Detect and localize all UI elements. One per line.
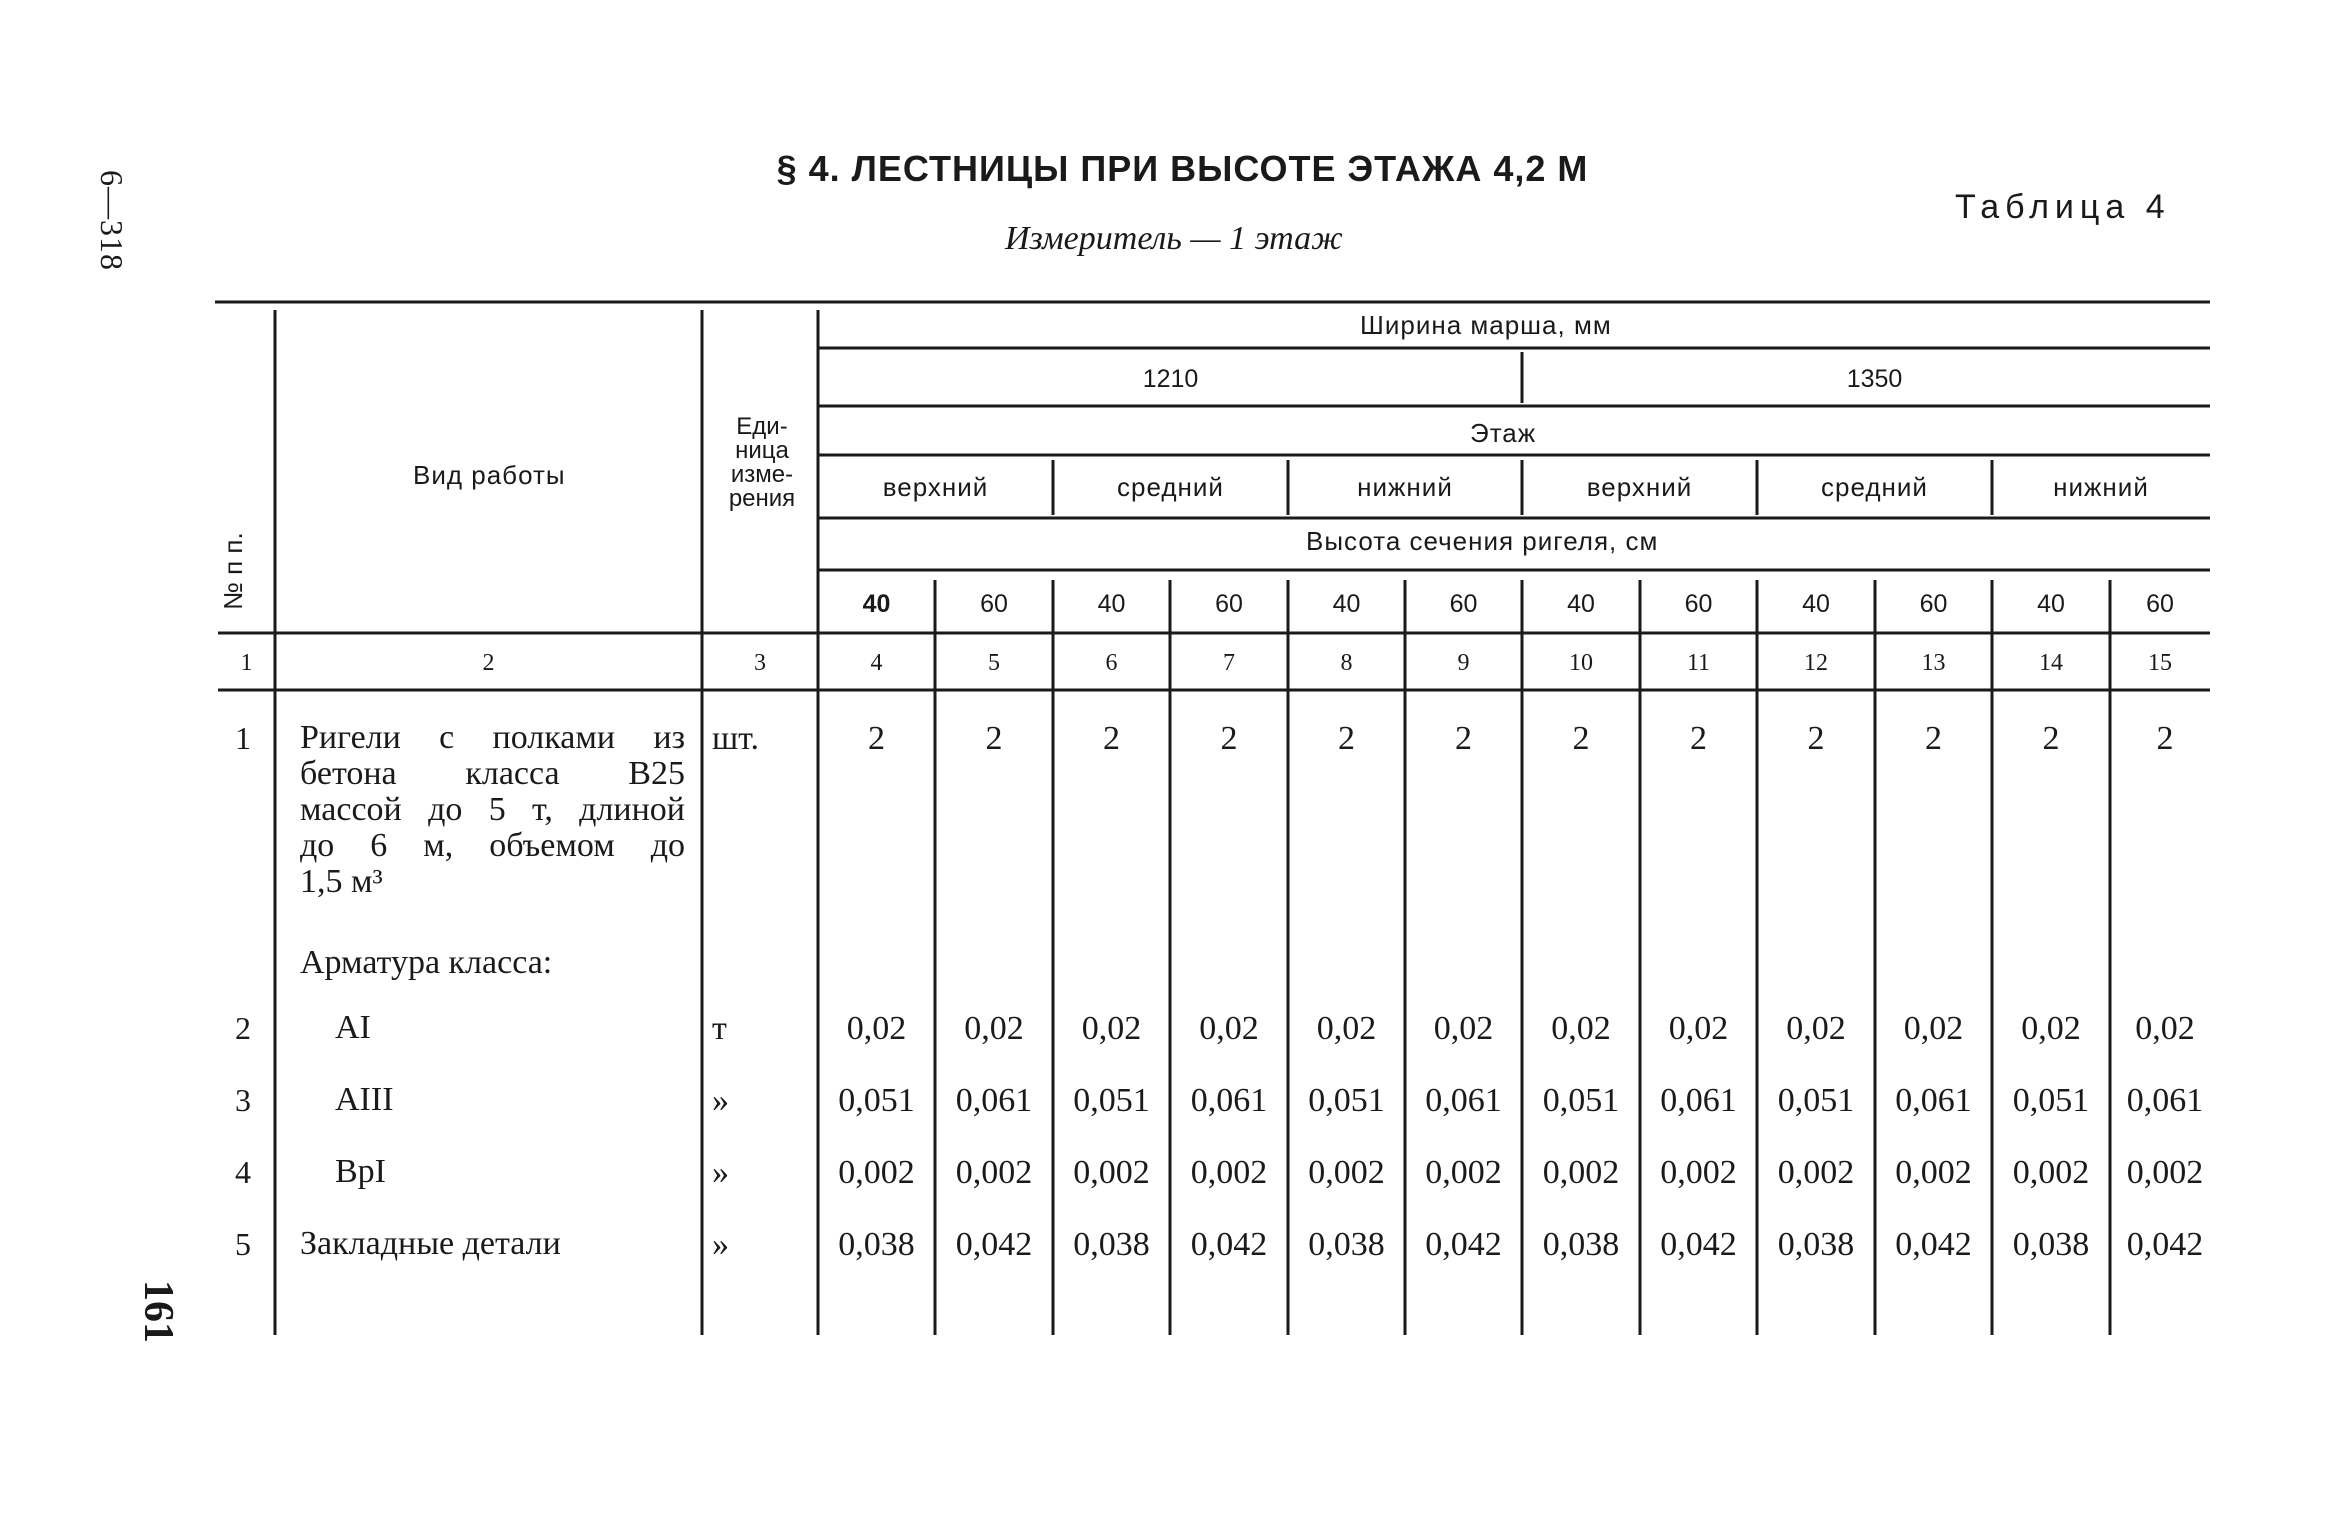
table-cell: 0,051	[1073, 1082, 1150, 1119]
table-cell: 0,051	[2012, 1082, 2090, 1119]
table-cell: 0,061	[1190, 1082, 1268, 1119]
work-description-line: Ригели с полками из	[300, 719, 685, 756]
row-unit: »	[712, 1082, 729, 1119]
table-cell: 0,002	[1777, 1154, 1855, 1191]
table-cell: 0,002	[955, 1154, 1033, 1191]
header-npp: № п п.	[218, 532, 248, 610]
table-cell: 0,061	[1425, 1082, 1502, 1119]
row-unit: »	[712, 1226, 729, 1263]
work-description	[300, 1226, 685, 1262]
table-cell: 0,002	[2012, 1154, 2090, 1191]
table-cell: 0,002	[1660, 1154, 1737, 1191]
table-cell: 2	[1925, 720, 1942, 757]
column-number: 11	[1686, 650, 1711, 676]
table-cell: 2	[1807, 720, 1825, 757]
column-number: 5	[988, 650, 1000, 676]
table-cell: 0,061	[2126, 1082, 2204, 1119]
header-beam-height: Высота сечения ригеля, см	[1306, 526, 1659, 556]
header-floor-middle-1: средний	[1117, 472, 1224, 502]
table-cell: 0,061	[1660, 1082, 1737, 1119]
table-cell: 2	[868, 720, 885, 757]
table-cell: 0,038	[1073, 1226, 1150, 1263]
column-number: 8	[1340, 650, 1353, 676]
work-description-line: бетона класса В25	[300, 755, 685, 792]
section-title: § 4. ЛЕСТНИЦЫ ПРИ ВЫСОТЕ ЭТАЖА 4,2 М	[776, 148, 1589, 189]
header-height: 40	[2037, 590, 2065, 618]
header-height: 60	[2146, 590, 2174, 618]
table-cell: 0,002	[1308, 1154, 1385, 1191]
work-description	[300, 945, 685, 981]
table-cell: 2	[1572, 720, 1590, 757]
row-unit: »	[712, 1154, 729, 1191]
table-cell: 0,061	[955, 1082, 1033, 1119]
table-cell: 0,042	[2126, 1226, 2204, 1263]
header-floor-lower-1: нижний	[1357, 472, 1453, 502]
table-cell: 0,042	[1425, 1226, 1502, 1263]
table-cell: 0,02	[1903, 1010, 1964, 1047]
table-cell: 0,051	[838, 1082, 915, 1119]
table-cell: 0,051	[1308, 1082, 1385, 1119]
table-cell: 0,038	[2012, 1226, 2090, 1263]
header-height: 40	[1802, 590, 1830, 618]
table-cell: 0,002	[1190, 1154, 1268, 1191]
row-number: 4	[235, 1154, 251, 1190]
side-document-code: 6—318	[94, 170, 130, 271]
work-description	[300, 720, 685, 900]
column-number: 3	[754, 650, 766, 676]
header-height: 60	[1684, 590, 1713, 618]
column-number: 4	[870, 650, 883, 676]
table-cell: 0,038	[1777, 1226, 1855, 1263]
header-height: 40	[1097, 590, 1126, 618]
table-cell: 0,02	[1433, 1010, 1494, 1047]
table-cell: 0,002	[2126, 1154, 2204, 1191]
row-unit: шт.	[712, 720, 759, 757]
table-cell: 0,002	[1425, 1154, 1502, 1191]
table-cell: 2	[2042, 720, 2060, 757]
table-cell: 2	[985, 720, 1003, 757]
table-cell: 0,02	[1316, 1010, 1377, 1047]
table-cell: 0,061	[1895, 1082, 1972, 1119]
table-cell: 0,002	[1542, 1154, 1620, 1191]
work-description-line: Закладные детали	[300, 1225, 561, 1262]
work-description-line: до 6 м, объемом до	[300, 827, 685, 864]
table-cell: 0,042	[1660, 1226, 1737, 1263]
table-cell: 0,02	[2021, 1010, 2081, 1047]
table-cell: 0,051	[1542, 1082, 1620, 1119]
column-number: 6	[1105, 650, 1118, 676]
column-number: 12	[1804, 650, 1828, 676]
row-number: 3	[235, 1082, 251, 1118]
header-march-width: Ширина марша, мм	[1360, 310, 1612, 340]
header-work-type: Вид работы	[413, 460, 566, 490]
header-height: 60	[1449, 590, 1478, 618]
table-cell: 0,002	[838, 1154, 915, 1191]
header-height: 40	[862, 590, 891, 618]
table-cell: 2	[1103, 720, 1120, 757]
header-width-1210: 1210	[1142, 365, 1199, 393]
column-number: 15	[2148, 650, 2172, 676]
header-height: 60	[1919, 590, 1948, 618]
row-number: 5	[235, 1226, 251, 1262]
table-cell: 0,002	[1895, 1154, 1972, 1191]
table-cell: 0,02	[1199, 1010, 1259, 1047]
header-width-1350: 1350	[1846, 365, 1903, 393]
table-cell: 0,02	[1081, 1010, 1142, 1047]
work-description	[335, 1154, 720, 1190]
header-height: 40	[1567, 590, 1595, 618]
column-number: 13	[1921, 650, 1946, 676]
table-cell: 0,038	[838, 1226, 915, 1263]
header-floor-middle-2: средний	[1821, 472, 1928, 502]
table-cell: 0,02	[964, 1010, 1024, 1047]
header-unit: Еди- ница изме- рения	[728, 413, 796, 512]
work-description	[335, 1010, 720, 1046]
column-number: 7	[1223, 650, 1235, 676]
measure-unit-subtitle: Измеритель — 1 этаж	[1005, 220, 1343, 257]
table-cell: 0,02	[1551, 1010, 1611, 1047]
work-description-line: массой до 5 т, длиной	[300, 791, 685, 828]
work-description	[335, 1082, 720, 1118]
work-description-line: АIII	[335, 1081, 394, 1118]
column-number: 1	[240, 650, 253, 676]
row-number: 1	[235, 720, 251, 756]
work-description-line: ВрI	[335, 1153, 386, 1190]
work-description-line: АI	[335, 1009, 371, 1046]
row-number: 2	[235, 1010, 251, 1046]
table-cell: 2	[1220, 720, 1238, 757]
header-height: 40	[1332, 590, 1361, 618]
side-page-number: 161	[135, 1280, 181, 1343]
table-cell: 2	[1690, 720, 1707, 757]
table-cell: 2	[1455, 720, 1472, 757]
header-floor: Этаж	[1470, 418, 1537, 448]
table-cell: 2	[1338, 720, 1355, 757]
header-height: 60	[980, 590, 1008, 618]
work-description-line: 1,5 м³	[300, 863, 383, 900]
row-unit: т	[712, 1010, 727, 1047]
table-cell: 0,02	[2135, 1010, 2195, 1047]
header-height: 60	[1215, 590, 1243, 618]
header-floor-upper-2: верхний	[1586, 472, 1693, 502]
header-floor-lower-2: нижний	[2053, 472, 2149, 502]
column-number: 10	[1569, 650, 1593, 676]
table-cell: 0,051	[1777, 1082, 1855, 1119]
table-cell: 0,02	[1786, 1010, 1846, 1047]
column-number: 2	[482, 650, 495, 676]
table-cell: 0,042	[955, 1226, 1033, 1263]
table-cell: 0,042	[1190, 1226, 1268, 1263]
table-cell: 2	[2156, 720, 2174, 757]
table-label: Таблица 4	[1955, 188, 2171, 226]
header-floor-upper-1: верхний	[882, 472, 989, 502]
work-description-line: Арматура класса:	[300, 944, 553, 981]
table-cell: 0,02	[846, 1010, 907, 1047]
table-cell: 0,038	[1542, 1226, 1620, 1263]
table-cell: 0,002	[1073, 1154, 1150, 1191]
table-cell: 0,038	[1308, 1226, 1385, 1263]
column-number: 9	[1457, 650, 1470, 676]
table-cell: 0,02	[1668, 1010, 1729, 1047]
table-cell: 0,042	[1895, 1226, 1972, 1263]
column-number: 14	[2039, 650, 2063, 676]
